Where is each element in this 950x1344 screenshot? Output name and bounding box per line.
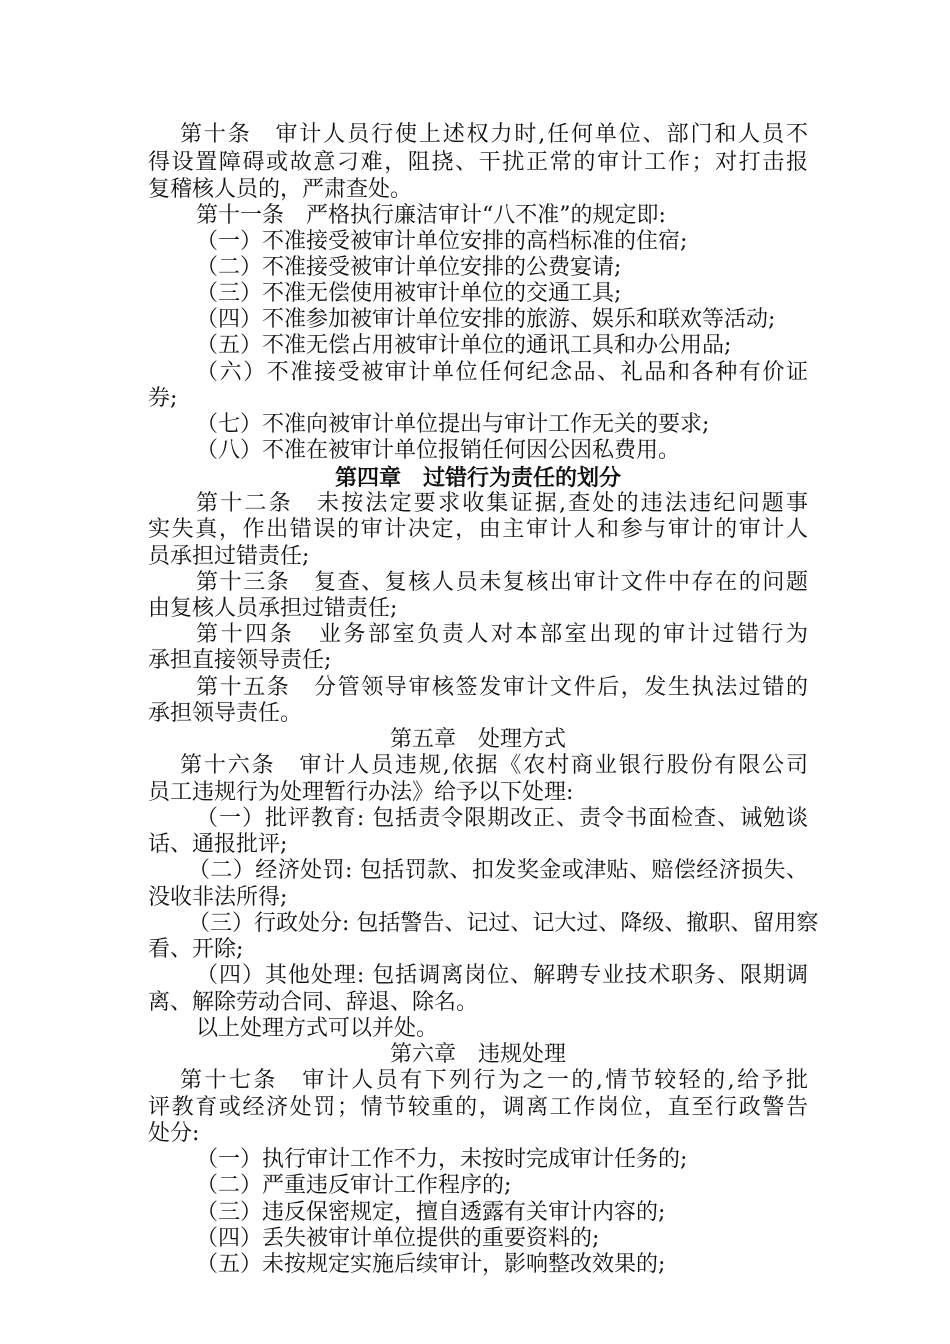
article-10-line-1: 第十条 审计人员行使上述权力时,任何单位、部门和人员不: [180, 122, 808, 147]
chapter-6-title: 第六章 违规处理: [389, 1042, 566, 1067]
chapter-5-title: 第五章 处理方式: [389, 727, 566, 752]
penalty-item-3-line-2: 看、开除;: [148, 937, 244, 962]
violation-item-4: （四）丢失被审计单位提供的重要资料的;: [196, 1226, 600, 1251]
penalty-item-2-line-1: （二）经济处罚: 包括罚款、扣发奖金或津贴、赔偿经济损失、: [188, 858, 808, 883]
penalty-item-1-line-1: （一）批评教育: 包括责令限期改正、责令书面检查、诫勉谈: [196, 806, 808, 831]
chapter-4-title: 第四章 过错行为责任的划分: [334, 465, 621, 491]
penalty-item-1-line-2: 话、通报批评;: [148, 832, 288, 857]
rule-item-1: （一）不准接受被审计单位安排的高档标准的住宿;: [196, 229, 688, 254]
article-13-line-2: 由复核人员承担过错责任;: [148, 596, 398, 621]
penalty-combination-note: 以上处理方式可以并处。: [196, 1016, 439, 1041]
violation-item-1: （一）执行审计工作不力，未按时完成审计任务的;: [196, 1147, 688, 1172]
penalty-item-2-line-2: 没收非法所得;: [148, 885, 288, 910]
rule-item-6-line-2: 券;: [148, 386, 178, 411]
article-17-line-2: 评教育或经济处罚；情节较重的，调离工作岗位，直至行政警告: [148, 1095, 808, 1120]
rule-item-2: （二）不准接受被审计单位安排的公费宴请;: [196, 255, 622, 280]
article-17-line-1: 第十七条 审计人员有下列行为之一的,情节较轻的,给予批: [180, 1068, 808, 1093]
violation-item-2: （二）严重违反审计工作程序的;: [196, 1173, 512, 1198]
article-12-line-2: 实失真，作出错误的审计决定，由主审计人和参与审计的审计人: [148, 517, 808, 542]
article-12-line-1: 第十二条 未按法定要求收集证据,查处的违法违纪问题事: [196, 491, 808, 516]
article-15-line-2: 承担领导责任。: [148, 701, 303, 726]
rule-item-6-line-1: （六）不准接受被审计单位任何纪念品、礼品和各种有价证: [196, 360, 808, 385]
article-15-line-1: 第十五条 分管领导审核签发审计文件后，发生执法过错的: [196, 675, 808, 700]
article-13-line-1: 第十三条 复查、复核人员未复核出审计文件中存在的问题: [196, 570, 808, 595]
article-16-line-2: 员工违规行为处理暂行办法》给予以下处理:: [148, 780, 574, 805]
rule-item-3: （三）不准无偿使用被审计单位的交通工具;: [196, 281, 622, 306]
rule-item-7: （七）不准向被审计单位提出与审计工作无关的要求;: [196, 412, 710, 437]
article-12-line-3: 员承担过错责任;: [148, 544, 310, 569]
violation-item-3: （三）违反保密规定，擅自透露有关审计内容的;: [196, 1200, 666, 1225]
article-16-line-1: 第十六条 审计人员违规,依据《农村商业银行股份有限公司: [180, 753, 808, 778]
penalty-item-4-line-2: 离、解除劳动合同、辞退、除名。: [148, 990, 479, 1015]
article-14-line-1: 第十四条 业务部室负责人对本部室出现的审计过错行为: [196, 622, 808, 647]
rule-item-4: （四）不准参加被审计单位安排的旅游、娱乐和联欢等活动;: [196, 307, 776, 332]
violation-item-5: （五）未按规定实施后续审计，影响整改效果的;: [196, 1252, 666, 1277]
article-10-line-3: 复稽核人员的，严肃查处。: [148, 177, 413, 202]
rule-item-5: （五）不准无偿占用被审计单位的通讯工具和办公用品;: [196, 333, 732, 358]
article-10-line-2: 得设置障碍或故意刁难，阻挠、干扰正常的审计工作；对打击报: [148, 150, 808, 175]
rule-item-8: （八）不准在被审计单位报销任何因公因私费用。: [196, 438, 681, 463]
article-11-heading: 第十一条 严格执行廉洁审计“八不准”的规定即:: [196, 203, 666, 228]
penalty-item-3-line-1: （三）行政处分: 包括警告、记过、记大过、降级、撤职、留用察: [188, 911, 819, 936]
article-14-line-2: 承担直接领导责任;: [148, 648, 332, 673]
article-17-line-3: 处分:: [148, 1121, 200, 1146]
penalty-item-4-line-1: （四）其他处理: 包括调离岗位、解聘专业技术职务、限期调: [196, 963, 808, 988]
